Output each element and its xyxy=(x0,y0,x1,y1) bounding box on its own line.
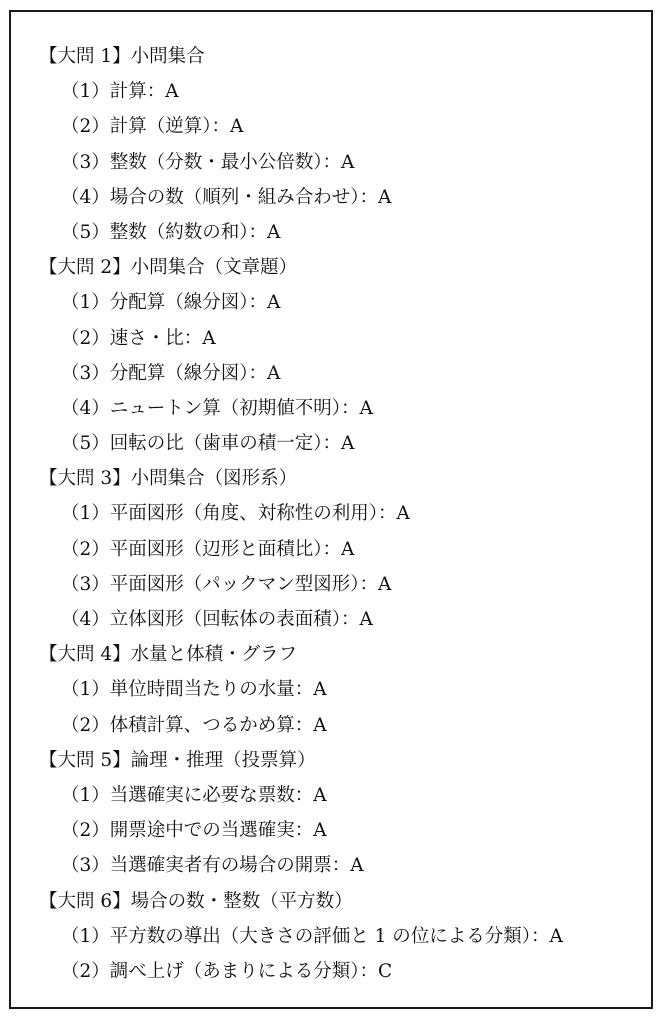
section-title: 【大問 5】論理・推理（投票算） xyxy=(39,749,316,771)
question-item: （1）平面図形（角度、対称性の利用）：A xyxy=(61,503,410,525)
question-item: （2）計算（逆算）：A xyxy=(61,116,244,138)
question-item: （1）分配算（線分図）：A xyxy=(61,292,281,314)
question-item: （1）計算：A xyxy=(61,81,179,103)
section-title: 【大問 3】小問集合（図形系） xyxy=(39,468,298,490)
question-item: （5）整数（約数の和）：A xyxy=(61,221,281,243)
question-item: （2）平面図形（辺形と面積比）：A xyxy=(61,538,355,560)
question-item: （5）回転の比（歯車の積一定）：A xyxy=(61,433,355,455)
question-item: （3）分配算（線分図）：A xyxy=(61,362,281,384)
question-item: （1）当選確実に必要な票数：A xyxy=(61,784,327,806)
question-item: （3）当選確実者有の場合の開票：A xyxy=(61,855,364,877)
question-item: （4）ニュートン算（初期値不明）：A xyxy=(61,397,373,419)
section-title: 【大問 4】水量と体積・グラフ xyxy=(39,644,298,666)
question-item: （4）立体図形（回転体の表面積）：A xyxy=(61,609,373,630)
question-item: （1）単位時間当たりの水量：A xyxy=(61,679,327,701)
section-title: 【大問 2】小問集合（文章題） xyxy=(39,257,298,279)
question-item: （2）速さ・比：A xyxy=(61,327,216,349)
question-item: （2）調べ上げ（あまりによる分類）：C xyxy=(61,960,393,982)
section-title: 【大問 1】小問集合 xyxy=(39,46,205,67)
document-frame xyxy=(9,10,653,1009)
question-item: （2）体積計算、つるかめ算：A xyxy=(61,714,327,736)
question-item: （1）平方数の導出（大きさの評価と 1 の位による分類）：A xyxy=(61,925,563,947)
question-item: （3）平面図形（パックマン型図形）：A xyxy=(61,573,392,595)
question-item: （4）場合の数（順列・組み合わせ）：A xyxy=(61,186,392,208)
section-title: 【大問 6】場合の数・整数（平方数） xyxy=(39,890,353,912)
question-list xyxy=(39,39,641,989)
question-item: （3）整数（分数・最小公倍数）：A xyxy=(61,151,355,173)
question-item: （2）開票途中での当選確実：A xyxy=(61,820,327,842)
